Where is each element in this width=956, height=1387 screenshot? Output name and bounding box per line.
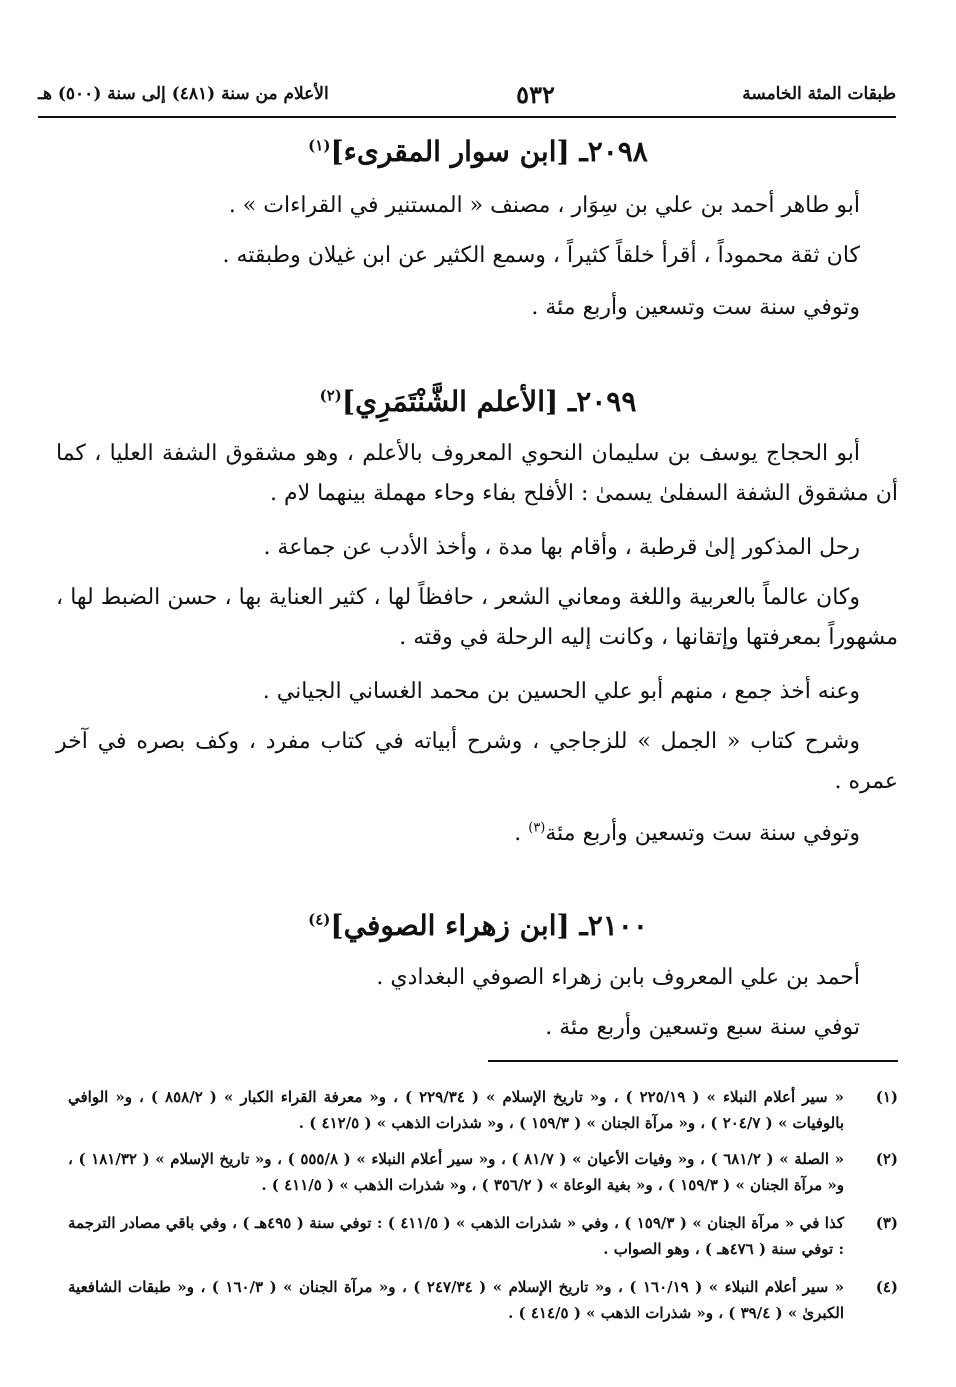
footnote-number: (٣)	[875, 1214, 898, 1232]
footnote-1	[68, 1084, 898, 1136]
footnote-ref[interactable]: (٢)	[319, 386, 342, 405]
footnote-divider	[488, 1060, 898, 1062]
footnote-text: « سير أعلام النبلاء » ( ٢٢٥/١٩ ) ، و« تاريخ الإسلام » ( ٢٢٩/٣٤ ) ، و« معرفة القراء الكبار » ( ٨٥٨/٢ ) ، و« الوافي بالوفيات » ( ٢٠٤/٧ ) ، و« مرآة الجنان » ( ١٥٩/٣ ) ، و« شذرات الذهب » ( ٤١٢/٥ ) .	[68, 1088, 844, 1132]
entry-paragraph: وتوفي سنة ست وتسعين وأربع مئة .	[531, 295, 860, 320]
footnote-text: « سير أعلام النبلاء » ( ١٦٠/١٩ ) ، و« تاريخ الإسلام » ( ٢٤٧/٣٤ ) ، و« مرآة الجنان » ( ١٦٠/٣ ) ، و« طبقات الشافعية الكبرىٰ » ( ٣٩/٤ ) ، و« شذرات الذهب » ( ٤١٤/٥ ) .	[68, 1278, 844, 1322]
header-book-section: طبقات المئة الخامسة	[742, 84, 896, 104]
footnote-3	[68, 1210, 898, 1262]
entry-paragraph: كان ثقة محموداً ، أقرأ خلقاً كثيراً ، وسمع الكثير عن ابن غيلان وطبقته .	[222, 243, 860, 268]
entry-title-2099: ٢٠٩٩ـ [الأعلم الشَّنْتَمَرِي]$^{(٢)}$	[319, 385, 637, 418]
footnote-ref[interactable]: (١)	[308, 136, 331, 155]
footnote-ref[interactable]: (٣)	[528, 820, 546, 836]
footnote-number: (١)	[875, 1088, 898, 1106]
footnote-text: « الصلة » ( ٦٨١/٢ ) ، و« وفيات الأعيان » ( ٨١/٧ ) ، و« سير أعلام النبلاء » ( ٥٥٥/٨ ) ، و« تاريخ الإسلام » ( ١٨١/٣٢ ) ، و« مرآة الجنان » ( ١٥٩/٣ ) ، و« بغية الوعاة » ( ٣٥٦/٢ ) ، و« شذرات الذهب » ( ٤١١/٥ ) .	[68, 1150, 844, 1194]
header-date-range: الأعلام من سنة (٤٨١) إلى سنة (٥٠٠) هـ	[38, 84, 329, 104]
entry-paragraph: وتوفي سنة ست وتسعين وأربع مئة$^{(٣)}$ .	[514, 820, 860, 846]
entry-title-2100: ٢١٠٠ـ [ابن زهراء الصوفي]$^{(٤)}$	[308, 909, 648, 942]
footnote-ref[interactable]: (٤)	[308, 910, 331, 929]
entry-paragraph: أبو طاهر أحمد بن علي بن سِوَار ، مصنف « المستنير في القراءات » .	[228, 193, 860, 218]
entry-paragraph: أبو الحجاج يوسف بن سليمان النحوي المعروف بالأعلم ، وهو مشقوق الشفة العليا ، كما أن مشقوق الشفة السفلىٰ يسمىٰ : الأفلح بفاء وحاء مهملة بينهما لام .	[56, 441, 898, 506]
page-number: ٥٣٢	[516, 79, 555, 109]
entry-paragraph: رحل المذكور إلىٰ قرطبة ، وأقام بها مدة ، وأخذ الأدب عن جماعة .	[263, 535, 860, 560]
footnote-number: (٢)	[875, 1150, 898, 1168]
entry-paragraph: أحمد بن علي المعروف بابن زهراء الصوفي البغدادي .	[376, 965, 860, 990]
footnote-number: (٤)	[875, 1278, 898, 1296]
running-header	[38, 72, 896, 118]
entry-title-2098: ٢٠٩٨ـ [ابن سوار المقرىء]$^{(١)}$	[308, 135, 648, 168]
footnote-2	[68, 1146, 898, 1198]
entry-paragraph: توفي سنة سبع وتسعين وأربع مئة .	[545, 1015, 860, 1040]
footnote-4	[68, 1274, 898, 1326]
footnote-text: كذا في « مرآة الجنان » ( ١٥٩/٣ ) ، وفي « شذرات الذهب » ( ٤١١/٥ ) : توفي سنة ( ٤٩٥هـ ) ، وفي باقي مصادر الترجمة : توفي سنة ( ٤٧٦هـ ) ، وهو الصواب .	[68, 1214, 844, 1258]
entry-paragraph: وشرح كتاب « الجمل » للزجاجي ، وشرح أبياته في كتاب مفرد ، وكف بصره في آخر عمره .	[56, 729, 898, 794]
entry-paragraph: وكان عالماً بالعربية واللغة ومعاني الشعر ، حافظاً لها ، كثير العناية بها ، حسن الضبط لها ، مشهوراً بمعرفتها وإتقانها ، وكانت إليه الرحلة في وقته .	[56, 585, 898, 650]
entry-paragraph: وعنه أخذ جمع ، منهم أبو علي الحسين بن محمد الغساني الجياني .	[262, 679, 860, 704]
